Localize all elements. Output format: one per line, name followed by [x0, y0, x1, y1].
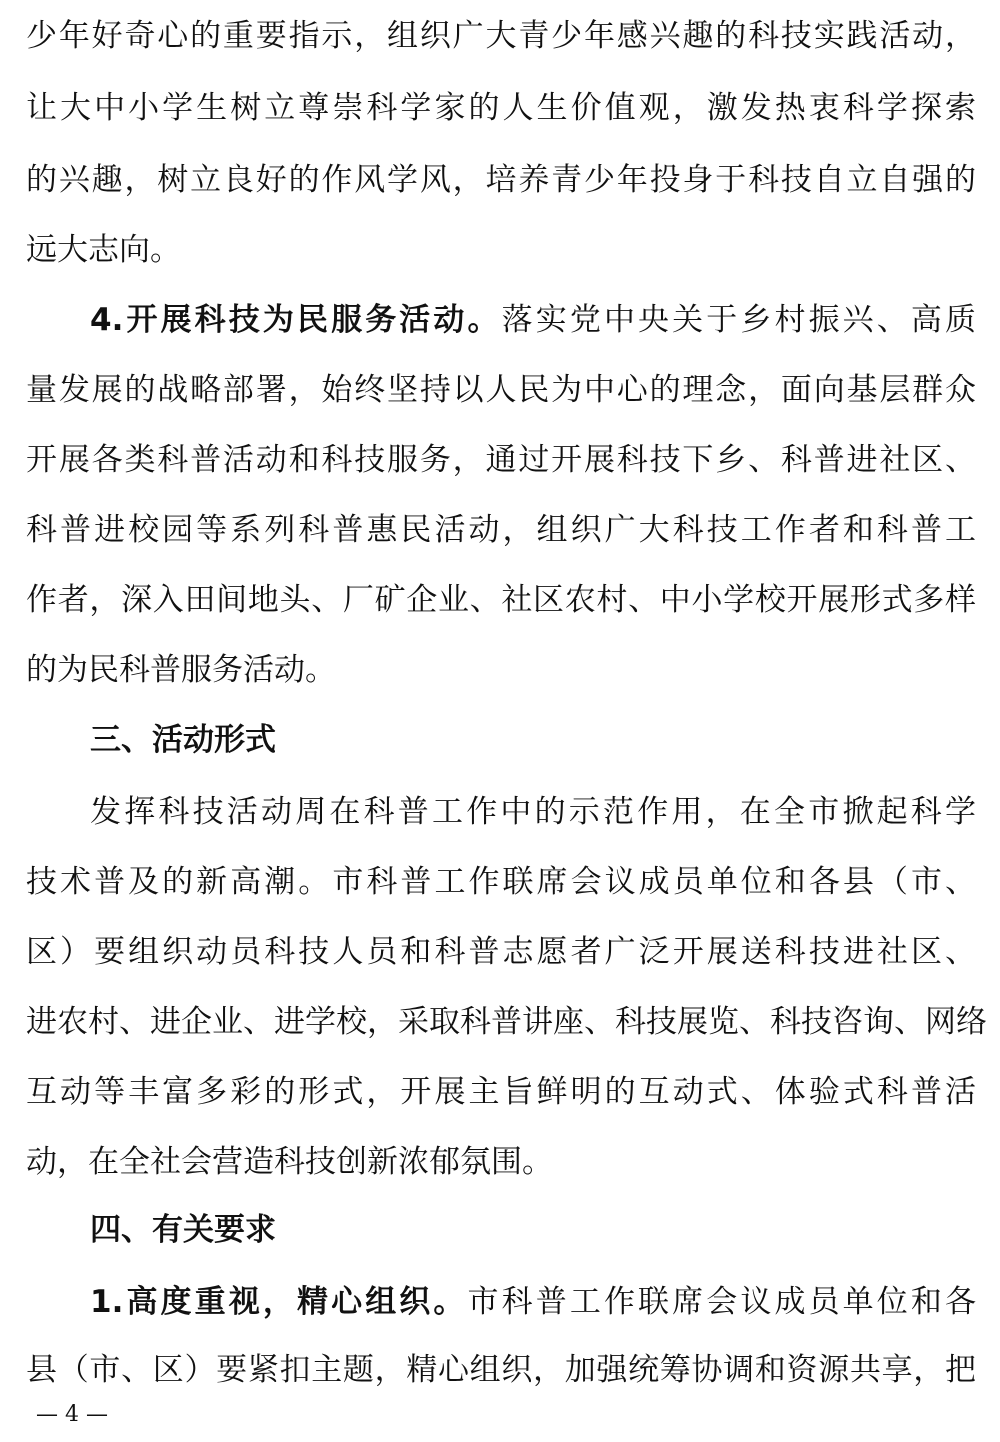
paragraph-line [90, 1282, 976, 1322]
item-lead: 1.高度重视，精心组织。 [90, 1284, 468, 1320]
paragraph-line: 科普进校园等系列科普惠民活动，组织广大科技工作者和科普工 [26, 512, 976, 548]
paragraph-line: 区）要组织动员科技人员和科普志愿者广泛开展送科技进社区、 [26, 934, 976, 970]
paragraph-line: 开展各类科普活动和科技服务，通过开展科技下乡、科普进社区、 [26, 442, 976, 478]
paragraph-line: 远大志向。 [26, 232, 181, 268]
item-lead: 4.开展科技为民服务活动。 [90, 302, 502, 338]
paragraph-line: 县（市、区）要紧扣主题，精心组织，加强统筹协调和资源共享，把 [26, 1352, 976, 1388]
paragraph-line: 动，在全社会营造科技创新浓郁氛围。 [26, 1144, 553, 1180]
paragraph-line: 技术普及的新高潮。市科普工作联席会议成员单位和各县（市、 [26, 864, 976, 900]
paragraph-line: 互动等丰富多彩的形式，开展主旨鲜明的互动式、体验式科普活 [26, 1074, 976, 1110]
page-number: — 4 — [36, 1402, 108, 1427]
paragraph-line: 的为民科普服务活动。 [26, 652, 336, 688]
paragraph-line [90, 300, 976, 340]
paragraph-line: 发挥科技活动周在科普工作中的示范作用，在全市掀起科学 [90, 794, 976, 830]
section-heading: 四、有关要求 [90, 1212, 276, 1248]
item-text: 落实党中央关于乡村振兴、高质 [501, 302, 976, 338]
section-heading: 三、活动形式 [90, 722, 276, 758]
paragraph-line: 进农村、进企业、进学校，采取科普讲座、科技展览、科技咨询、网络 [26, 1004, 987, 1040]
item-text: 市科普工作联席会议成员单位和各 [467, 1284, 976, 1320]
paragraph-line: 量发展的战略部署，始终坚持以人民为中心的理念，面向基层群众 [26, 372, 976, 408]
paragraph-line: 的兴趣，树立良好的作风学风，培养青少年投身于科技自立自强的 [26, 162, 976, 198]
paragraph-line: 让大中小学生树立尊崇科学家的人生价值观，激发热衷科学探索 [26, 90, 976, 126]
paragraph-line: 作者，深入田间地头、厂矿企业、社区农村、中小学校开展形式多样 [26, 582, 976, 618]
paragraph-line: 少年好奇心的重要指示，组织广大青少年感兴趣的科技实践活动， [26, 18, 976, 54]
